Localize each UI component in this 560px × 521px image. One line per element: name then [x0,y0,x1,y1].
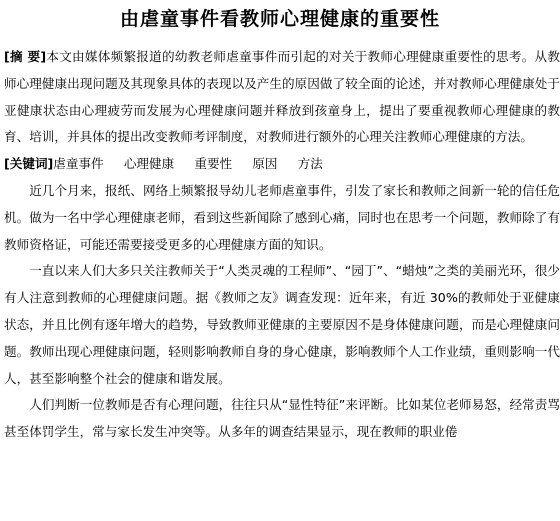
keyword: 心理健康 [123,156,175,172]
abstract-label: [摘 要] [4,49,47,64]
keyword: 方法 [297,156,323,172]
keywords-label: [关键词] [4,156,54,172]
body-paragraph: 近几个月来，报纸、网络上频繁报导幼儿老师虐童事件，引发了家长和教师之间新一轮的信任危机。做为一名中学心理健康老师，看到这些新闻除了感到心痛，同时也在思考一个问题，教师除了有教师资格证，可能还需要接受更多的心理健康方面的知识。 [4,182,560,252]
keyword: 原因 [252,156,278,172]
keywords [4,151,560,178]
document-body [4,44,560,446]
page-title: 由虐童事件看教师心理健康的重要性 [119,8,440,30]
body-paragraph: 一直以来人们大多只关注教师关于“人类灵魂的工程师”、“园丁”、“蜡烛”之类的美丽光环，很少有人注意到教师的心理健康问题。据《教师之友》调查发现：近年来，有近 30%的教师处于亚健康状态，并且比例有逐年增大的趋势，导致教师亚健康的主要原因不是身体健康问题，而是心理健康问题。教师出现心理健康问题，轻则影响教师自身的身心健康，影响教师个人工作业绩，重则影响一代人，甚至影响整个社会的健康和谐发展。 [4,263,560,386]
keyword: 重要性 [194,156,233,172]
abstract [4,44,560,151]
abstract-text: 本文由媒体频繁报道的幼教老师虐童事件而引起的对关于教师心理健康重要性的思考。从教师心理健康出现问题及其现象具体的表现以及产生的原因做了较全面的论述，并对教师心理健康处于亚健康状态由心理疲劳而发展为心理健康问题并释放到孩童身上，提出了要重视教师心理健康的教育、培训，并具体的提出改变教师考评制度，对教师进行额外的心理关注教师心理健康的方法。 [4,49,560,145]
keyword: 虐童事件 [53,156,104,172]
body-paragraph: 人们判断一位教师是否有心理问题，往往只从“显性特征”来评断。比如某位老师易怒，经常责骂甚至体罚学生，常与家长发生冲突等。从多年的调查结果显示，现在教师的职业倦 [4,397,560,440]
